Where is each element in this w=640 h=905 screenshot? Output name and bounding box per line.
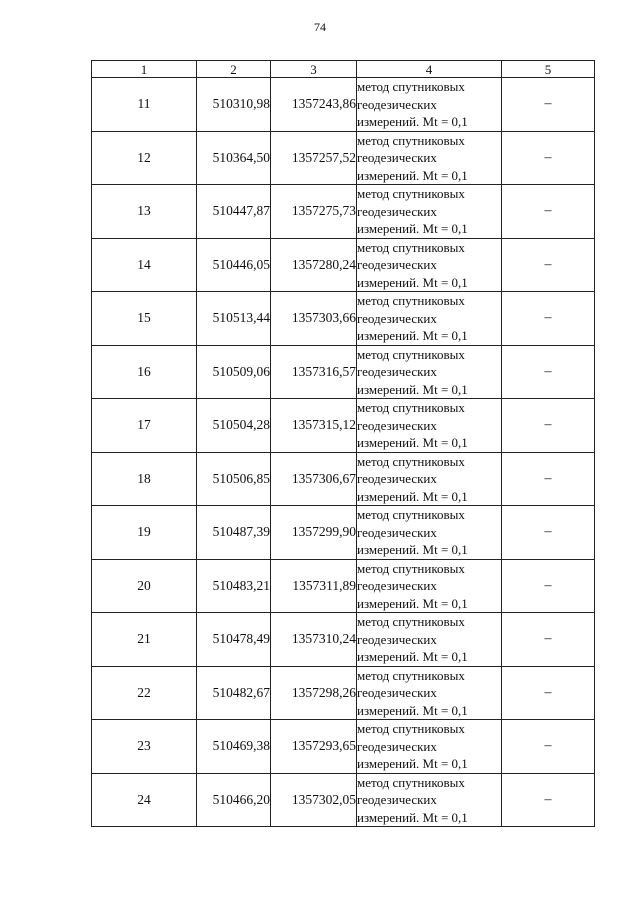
coordinate-x-cell: 510447,87 [197,185,271,239]
method-text-line: геодезических [357,631,437,647]
point-number-cell: 17 [92,399,197,453]
method-text-line: метод спутниковых [357,560,465,576]
column-header-3: 3 [271,61,357,78]
point-number-cell: 12 [92,131,197,185]
coordinate-y-cell: 1357315,12 [271,399,357,453]
coordinate-y-cell: 1357243,86 [271,78,357,132]
method-text-line: геодезических [357,203,437,219]
note-cell: – [502,720,595,774]
method-text-line: метод спутниковых [357,453,465,469]
column-header-5: 5 [502,61,595,78]
method-cell [357,506,502,560]
point-number-cell: 14 [92,238,197,292]
coordinate-x-cell: 510469,38 [197,720,271,774]
method-cell [357,292,502,346]
table-row [92,345,595,399]
point-number-cell: 15 [92,292,197,346]
point-number-cell: 16 [92,345,197,399]
method-text-line: геодезических [357,257,437,272]
note-cell: – [502,559,595,613]
note-cell: – [502,613,595,667]
method-text-line: метод спутниковых [357,614,465,629]
method-text-line: измерений. Mt = 0,1 [357,756,468,771]
method-text-line: метод спутниковых [357,346,465,362]
method-text-line: измерений. Mt = 0,1 [357,809,468,825]
table-row [92,506,595,560]
point-number-cell: 13 [92,185,197,239]
note-cell: – [502,345,595,399]
method-text-line: измерений. Mt = 0,1 [357,702,468,718]
method-text-line: метод спутниковых [357,239,465,255]
column-header-2: 2 [197,61,271,78]
coordinate-y-cell: 1357303,66 [271,292,357,346]
column-header-4: 4 [357,61,502,78]
method-text-line: геодезических [357,524,437,540]
table-row [92,238,595,292]
method-cell [357,185,502,239]
table-row [92,78,595,132]
method-cell [357,666,502,720]
method-text-line: метод спутниковых [357,132,465,148]
column-header-1: 1 [92,61,197,78]
method-text-line: измерений. Mt = 0,1 [357,595,468,611]
method-text-line: измерений. Mt = 0,1 [357,649,468,664]
method-text-line: измерений. Mt = 0,1 [357,221,468,236]
coordinate-x-cell: 510483,21 [197,559,271,613]
table-row [92,720,595,774]
coordinate-y-cell: 1357275,73 [271,185,357,239]
coordinate-x-cell: 510504,28 [197,399,271,453]
coordinate-x-cell: 510478,49 [197,613,271,667]
note-cell: – [502,506,595,560]
point-number-cell: 21 [92,613,197,667]
point-number-cell: 22 [92,666,197,720]
coordinate-y-cell: 1357310,24 [271,613,357,667]
method-cell [357,399,502,453]
method-text-line: геодезических [357,96,437,112]
method-text-line: метод спутниковых [357,507,465,522]
coordinate-x-cell: 510506,85 [197,452,271,506]
table-row [92,292,595,346]
page-number: 74 [314,20,326,34]
method-text-line: измерений. Mt = 0,1 [357,381,468,397]
method-cell [357,131,502,185]
method-text-line: измерений. Mt = 0,1 [357,328,468,343]
note-cell: – [502,131,595,185]
method-text-line: геодезических [357,792,437,807]
coordinate-x-cell: 510487,39 [197,506,271,560]
coordinate-y-cell: 1357293,65 [271,720,357,774]
method-text-line: измерений. Mt = 0,1 [357,435,468,450]
coordinate-x-cell: 510513,44 [197,292,271,346]
note-cell: – [502,292,595,346]
table-row [92,399,595,453]
coordinate-y-cell: 1357306,67 [271,452,357,506]
coordinate-y-cell: 1357280,24 [271,238,357,292]
table-header-row [92,61,595,78]
note-cell: – [502,238,595,292]
method-text-line: геодезических [357,578,437,593]
method-text-line: измерений. Mt = 0,1 [357,542,468,557]
coordinate-y-cell: 1357299,90 [271,506,357,560]
method-cell [357,559,502,613]
point-number-cell: 23 [92,720,197,774]
coordinate-y-cell: 1357302,05 [271,773,357,827]
coordinate-y-cell: 1357298,26 [271,666,357,720]
method-text-line: метод спутниковых [357,293,465,308]
table-row [92,131,595,185]
method-text-line: геодезических [357,685,437,700]
method-cell [357,452,502,506]
method-text-line: геодезических [357,417,437,433]
coordinate-x-cell: 510446,05 [197,238,271,292]
table-row [92,452,595,506]
method-text-line: геодезических [357,364,437,379]
method-text-line: измерений. Mt = 0,1 [357,488,468,504]
note-cell: – [502,185,595,239]
coordinate-x-cell: 510466,20 [197,773,271,827]
method-text-line: метод спутниковых [357,721,465,736]
method-text-line: геодезических [357,150,437,165]
method-cell [357,238,502,292]
method-text-line: метод спутниковых [357,400,465,415]
table-row [92,613,595,667]
note-cell: – [502,666,595,720]
coordinate-y-cell: 1357257,52 [271,131,357,185]
method-cell [357,613,502,667]
method-text-line: измерений. Mt = 0,1 [357,167,468,183]
note-cell: – [502,78,595,132]
coordinate-y-cell: 1357316,57 [271,345,357,399]
method-text-line: измерений. Mt = 0,1 [357,274,468,290]
method-text-line: метод спутниковых [357,667,465,683]
note-cell: – [502,773,595,827]
method-cell [357,720,502,774]
method-text-line: метод спутниковых [357,186,465,201]
note-cell: – [502,399,595,453]
point-number-cell: 24 [92,773,197,827]
method-cell [357,78,502,132]
method-cell [357,773,502,827]
table-row [92,773,595,827]
point-number-cell: 20 [92,559,197,613]
point-number-cell: 11 [92,78,197,132]
table-row [92,185,595,239]
coordinates-table [91,60,595,827]
table-body [92,78,595,827]
table-row [92,559,595,613]
point-number-cell: 19 [92,506,197,560]
coordinate-x-cell: 510310,98 [197,78,271,132]
method-text-line: геодезических [357,310,437,326]
coordinate-x-cell: 510364,50 [197,131,271,185]
point-number-cell: 18 [92,452,197,506]
method-text-line: геодезических [357,471,437,486]
method-cell [357,345,502,399]
method-text-line: измерений. Mt = 0,1 [357,114,468,129]
method-text-line: метод спутниковых [357,774,465,790]
coordinate-y-cell: 1357311,89 [271,559,357,613]
method-text-line: геодезических [357,738,437,754]
note-cell: – [502,452,595,506]
method-text-line: метод спутниковых [357,79,465,94]
coordinate-x-cell: 510482,67 [197,666,271,720]
table-row [92,666,595,720]
coordinate-x-cell: 510509,06 [197,345,271,399]
